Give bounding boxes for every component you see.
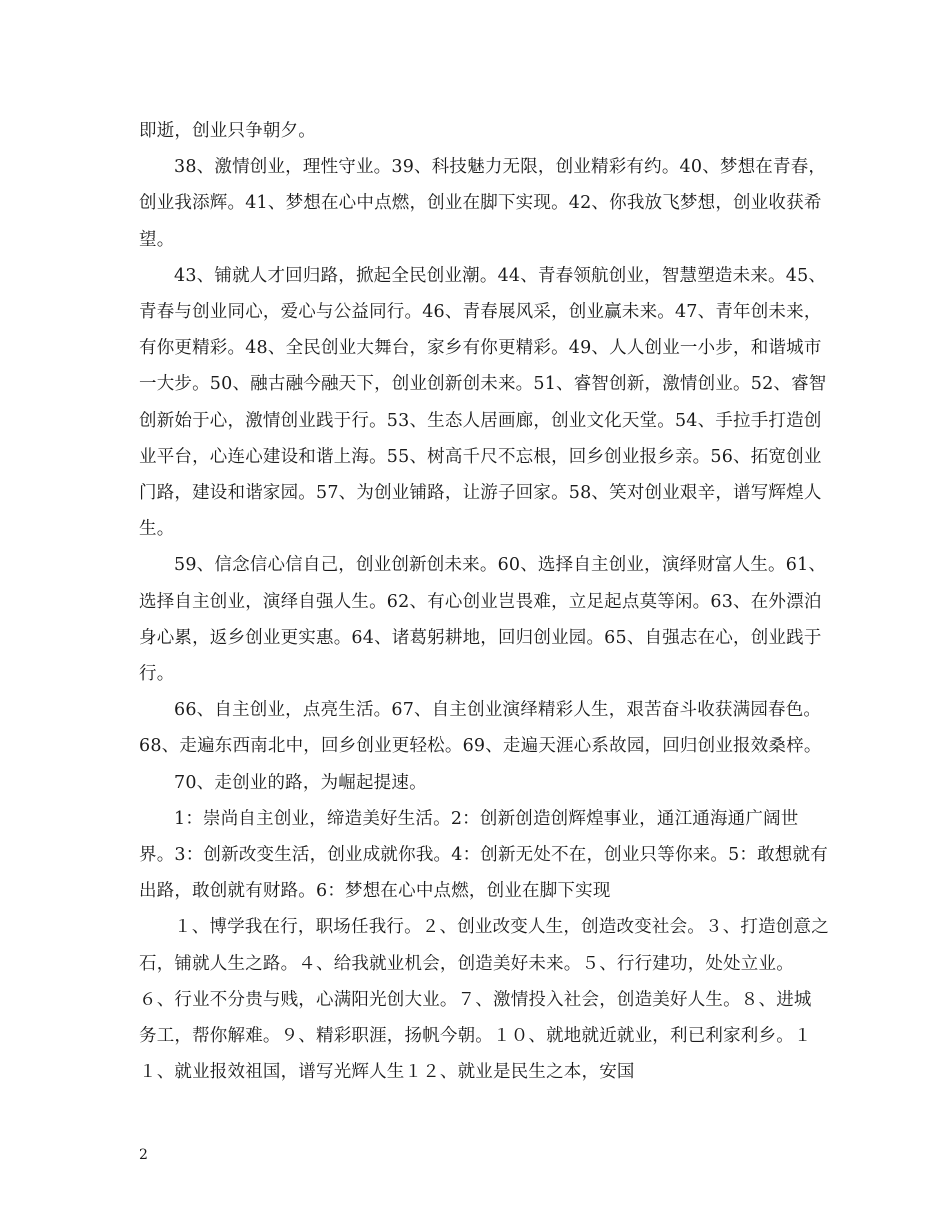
paragraph-4: 59、信念信心信自己，创业创新创未来。60、选择自主创业，演绎财富人生。61、选择自主创业，演绎自强人生。62、有心创业岂畏难，立足起点莫等闲。63、在外漂泊身心累，返乡创业更实惠。64、诸葛躬耕地，回归创业园。65、自强志在心，创业践于行。	[139, 555, 827, 685]
paragraph-6: 70、走创业的路，为崛起提速。	[174, 772, 427, 793]
paragraph-3: 43、铺就人才回归路，掀起全民创业潮。44、青春领航创业，智慧塑造未来。45、青春与创业同心，爱心与公益同行。46、青春展风采，创业赢未来。47、青年创未来，有你更精彩。48、全民创业大舞台，家乡有你更精彩。49、人人创业一小步，和谐城市一大步。50、融古融今融天下，创业创新创未来。51、睿智创新，激情创业。52、睿智创新始于心，激情创业践于行。53、生态人居画廊，创业文化天堂。54、手拉手打造创业平台，心连心建设和谐上海。55、树高千尺不忘根，回乡创业报乡亲。56、拓宽创业门路，建设和谐家园。57、为创业铺路，让游子回家。58、笑对创业艰辛，谱写辉煌人生。	[139, 265, 827, 540]
paragraph-2: 38、激情创业，理性守业。39、科技魅力无限，创业精彩有约。40、梦想在青春，创业我添辉。41、梦想在心中点燃，创业在脚下实现。42、你我放飞梦想，创业收获希望。	[139, 157, 827, 250]
paragraph-7: 1：崇尚自主创业，缔造美好生活。2：创新创造创辉煌事业，通江通海通广阔世界。3：创新改变生活，创业成就你我。4：创新无处不在，创业只等你来。5：敢想就有出路，敢创就有财路。6：梦想在心中点燃，创业在脚下实现	[139, 808, 828, 902]
paragraph-8: １、博学我在行，职场任我行。２、创业改变人生，创造改变社会。３、打造创意之石，铺就人生之路。４、给我就业机会，创造美好未来。５、行行建功，处处立业。６、行业不分贵与贱，心满阳光创大业。７、激情投入社会，创造美好人生。８、进城务工，帮你解难。９、精彩职涯，扬帆今朝。１０、就地就近就业，利已利家利乡。１１、就业报效祖国，谱写光辉人生１２、就业是民生之本，安国	[139, 917, 829, 1083]
page-number: 2	[139, 1147, 148, 1163]
paragraph-1: 即逝，创业只争朝夕。	[139, 121, 316, 141]
paragraph-5: 66、自主创业，点亮生活。67、自主创业演绎精彩人生，艰苦奋斗收获满园春色。68、走遍东西南北中，回乡创业更轻松。69、走遍天涯心系故园，回归创业报效桑梓。	[139, 700, 822, 757]
body-text	[139, 113, 829, 1090]
